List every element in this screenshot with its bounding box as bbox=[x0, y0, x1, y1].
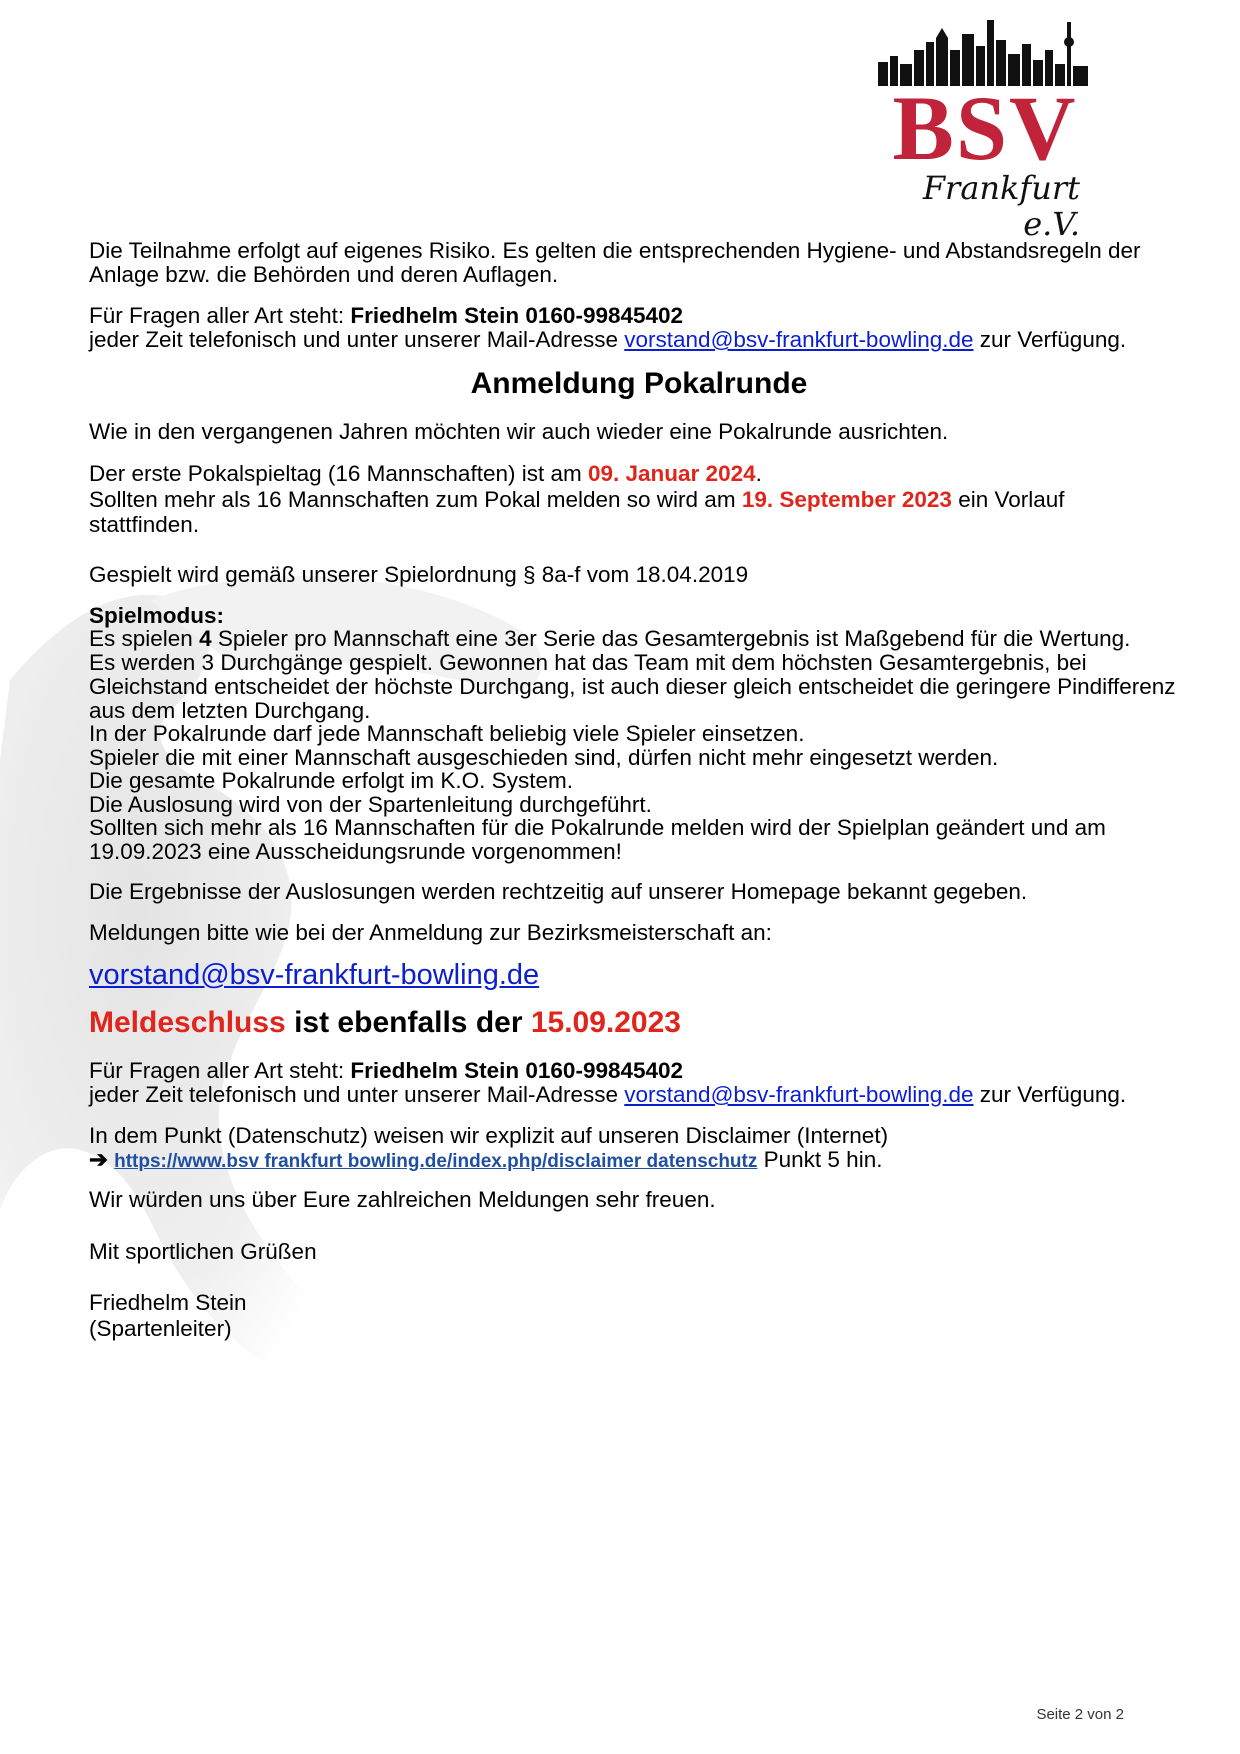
privacy-line-1: In dem Punkt (Datenschutz) weisen wir explizit auf unseren Disclaimer (Internet) bbox=[89, 1123, 889, 1148]
contact2-email-link[interactable]: vorstand@bsv-frankfurt-bowling.de bbox=[624, 1082, 974, 1107]
contact-line-2 bbox=[89, 327, 1126, 353]
contact-name-phone: Friedhelm Stein 0160-99845402 bbox=[350, 303, 684, 328]
para-intro: Wie in den vergangenen Jahren möchten wir auch wieder eine Pokalrunde ausrichten. bbox=[89, 419, 949, 444]
logo-brand-text: BSV bbox=[892, 77, 1078, 179]
signature-role: (Spartenleiter) bbox=[89, 1316, 232, 1341]
deadline-date: 15.09.2023 bbox=[530, 1006, 681, 1039]
spielmodus-l1-a: Es spielen bbox=[89, 626, 200, 651]
spielmodus-title: Spielmodus: bbox=[89, 603, 225, 628]
contact-line2-prefix: jeder Zeit telefonisch und unter unserer Mail-Adresse bbox=[89, 327, 625, 352]
spielmodus-line-10: 19.09.2023 eine Ausscheidungsrunde vorgenommen! bbox=[89, 839, 622, 864]
intro-line-1: Die Teilnahme erfolgt auf eigenes Risiko. Es gelten die entsprechenden Hygiene- und Abstandsregeln der bbox=[89, 238, 1141, 263]
signature-name: Friedhelm Stein bbox=[89, 1290, 247, 1315]
contact-prefix: Für Fragen aller Art steht: bbox=[89, 303, 351, 328]
registration-note: Meldungen bitte wie bei der Anmeldung zur Bezirksmeisterschaft an: bbox=[89, 920, 772, 945]
preround-date: 19. September 2023 bbox=[741, 487, 952, 512]
dates-line2-prefix: Sollten mehr als 16 Mannschaften zum Pokal melden so wird am bbox=[89, 487, 742, 512]
page-number: Seite 2 von 2 bbox=[1036, 1706, 1124, 1723]
contact2-prefix: Für Fragen aller Art steht: bbox=[89, 1058, 351, 1083]
spielmodus-line-5: In der Pokalrunde darf jede Mannschaft beliebig viele Spieler einsetzen. bbox=[89, 721, 805, 746]
greeting: Mit sportlichen Grüßen bbox=[89, 1239, 317, 1264]
first-match-date: 09. Januar 2024 bbox=[587, 461, 756, 486]
spielmodus-line-4: aus dem letzten Durchgang. bbox=[89, 698, 371, 723]
contact-line2-suffix: zur Verfügung. bbox=[973, 327, 1127, 352]
results-note: Die Ergebnisse der Auslosungen werden rechtzeitig auf unserer Homepage bekannt gegeben. bbox=[89, 879, 1028, 904]
spielmodus-line-3: Gleichstand entscheidet der höchste Durchgang, ist auch dieser gleich entscheidet die geringere Pindifferenz bbox=[89, 674, 1176, 699]
spielmodus-line-9: Sollten sich mehr als 16 Mannschaften für die Pokalrunde melden wird der Spielplan geändert und am bbox=[89, 815, 1106, 840]
intro-line-2: Anlage bzw. die Behörden und deren Auflagen. bbox=[89, 262, 559, 287]
privacy-line-2 bbox=[89, 1147, 882, 1175]
spielmodus-line-1 bbox=[89, 626, 1130, 652]
spielmodus-line-7: Die gesamte Pokalrunde erfolgt im K.O. System. bbox=[89, 768, 573, 793]
closing-note: Wir würden uns über Eure zahlreichen Meldungen sehr freuen. bbox=[89, 1187, 716, 1212]
deadline-middle: ist ebenfalls der bbox=[285, 1006, 531, 1039]
dates-line-1 bbox=[89, 461, 762, 487]
dates-line1-prefix: Der erste Pokalspieltag (16 Mannschaften) ist am bbox=[89, 461, 588, 486]
spielmodus-l1-b: 4 bbox=[199, 626, 212, 651]
contact2-line2-prefix: jeder Zeit telefonisch und unter unserer Mail-Adresse bbox=[89, 1082, 625, 1107]
deadline-line bbox=[89, 1006, 681, 1040]
contact2-line2-suffix: zur Verfügung. bbox=[973, 1082, 1127, 1107]
registration-email-line bbox=[89, 958, 539, 992]
contact-email-link[interactable]: vorstand@bsv-frankfurt-bowling.de bbox=[624, 327, 974, 352]
page-title: Anmeldung Pokalrunde bbox=[470, 367, 808, 400]
bsv-logo bbox=[870, 20, 1100, 243]
dates-line-3: stattfinden. bbox=[89, 512, 200, 537]
spielmodus-line-8: Die Auslosung wird von der Spartenleitung durchgeführt. bbox=[89, 792, 652, 817]
registration-email-link[interactable]: vorstand@bsv-frankfurt-bowling.de bbox=[89, 959, 540, 991]
spielmodus-line-6: Spieler die mit einer Mannschaft ausgeschieden sind, dürfen nicht mehr eingesetzt werden. bbox=[89, 745, 999, 770]
contact2-line-2 bbox=[89, 1082, 1126, 1108]
contact2-line-1 bbox=[89, 1058, 683, 1084]
dates-line2-suffix: ein Vorlauf bbox=[951, 487, 1065, 512]
logo-sub-text: Frankfurt e.V. bbox=[922, 169, 1080, 243]
disclaimer-link[interactable]: https://www.bsv frankfurt bowling.de/index.php/disclaimer datenschutz bbox=[114, 1151, 758, 1172]
privacy-suffix: Punkt 5 hin. bbox=[757, 1147, 883, 1172]
deadline-word: Meldeschluss bbox=[89, 1006, 286, 1039]
contact2-name-phone: Friedhelm Stein 0160-99845402 bbox=[350, 1058, 684, 1083]
dates-line1-suffix: . bbox=[755, 461, 762, 486]
contact-line-1 bbox=[89, 303, 683, 329]
spielmodus-l1-c: Spieler pro Mannschaft eine 3er Serie das Gesamtergebnis ist Maßgebend für die Wertung. bbox=[211, 626, 1131, 651]
arrow-right-icon: ➔ bbox=[89, 1147, 115, 1172]
rules-reference: Gespielt wird gemäß unserer Spielordnung § 8a-f vom 18.04.2019 bbox=[89, 562, 749, 587]
spielmodus-line-2: Es werden 3 Durchgänge gespielt. Gewonnen hat das Team mit dem höchsten Gesamtergebnis, bei bbox=[89, 650, 1087, 675]
dates-line-2 bbox=[89, 487, 1065, 513]
